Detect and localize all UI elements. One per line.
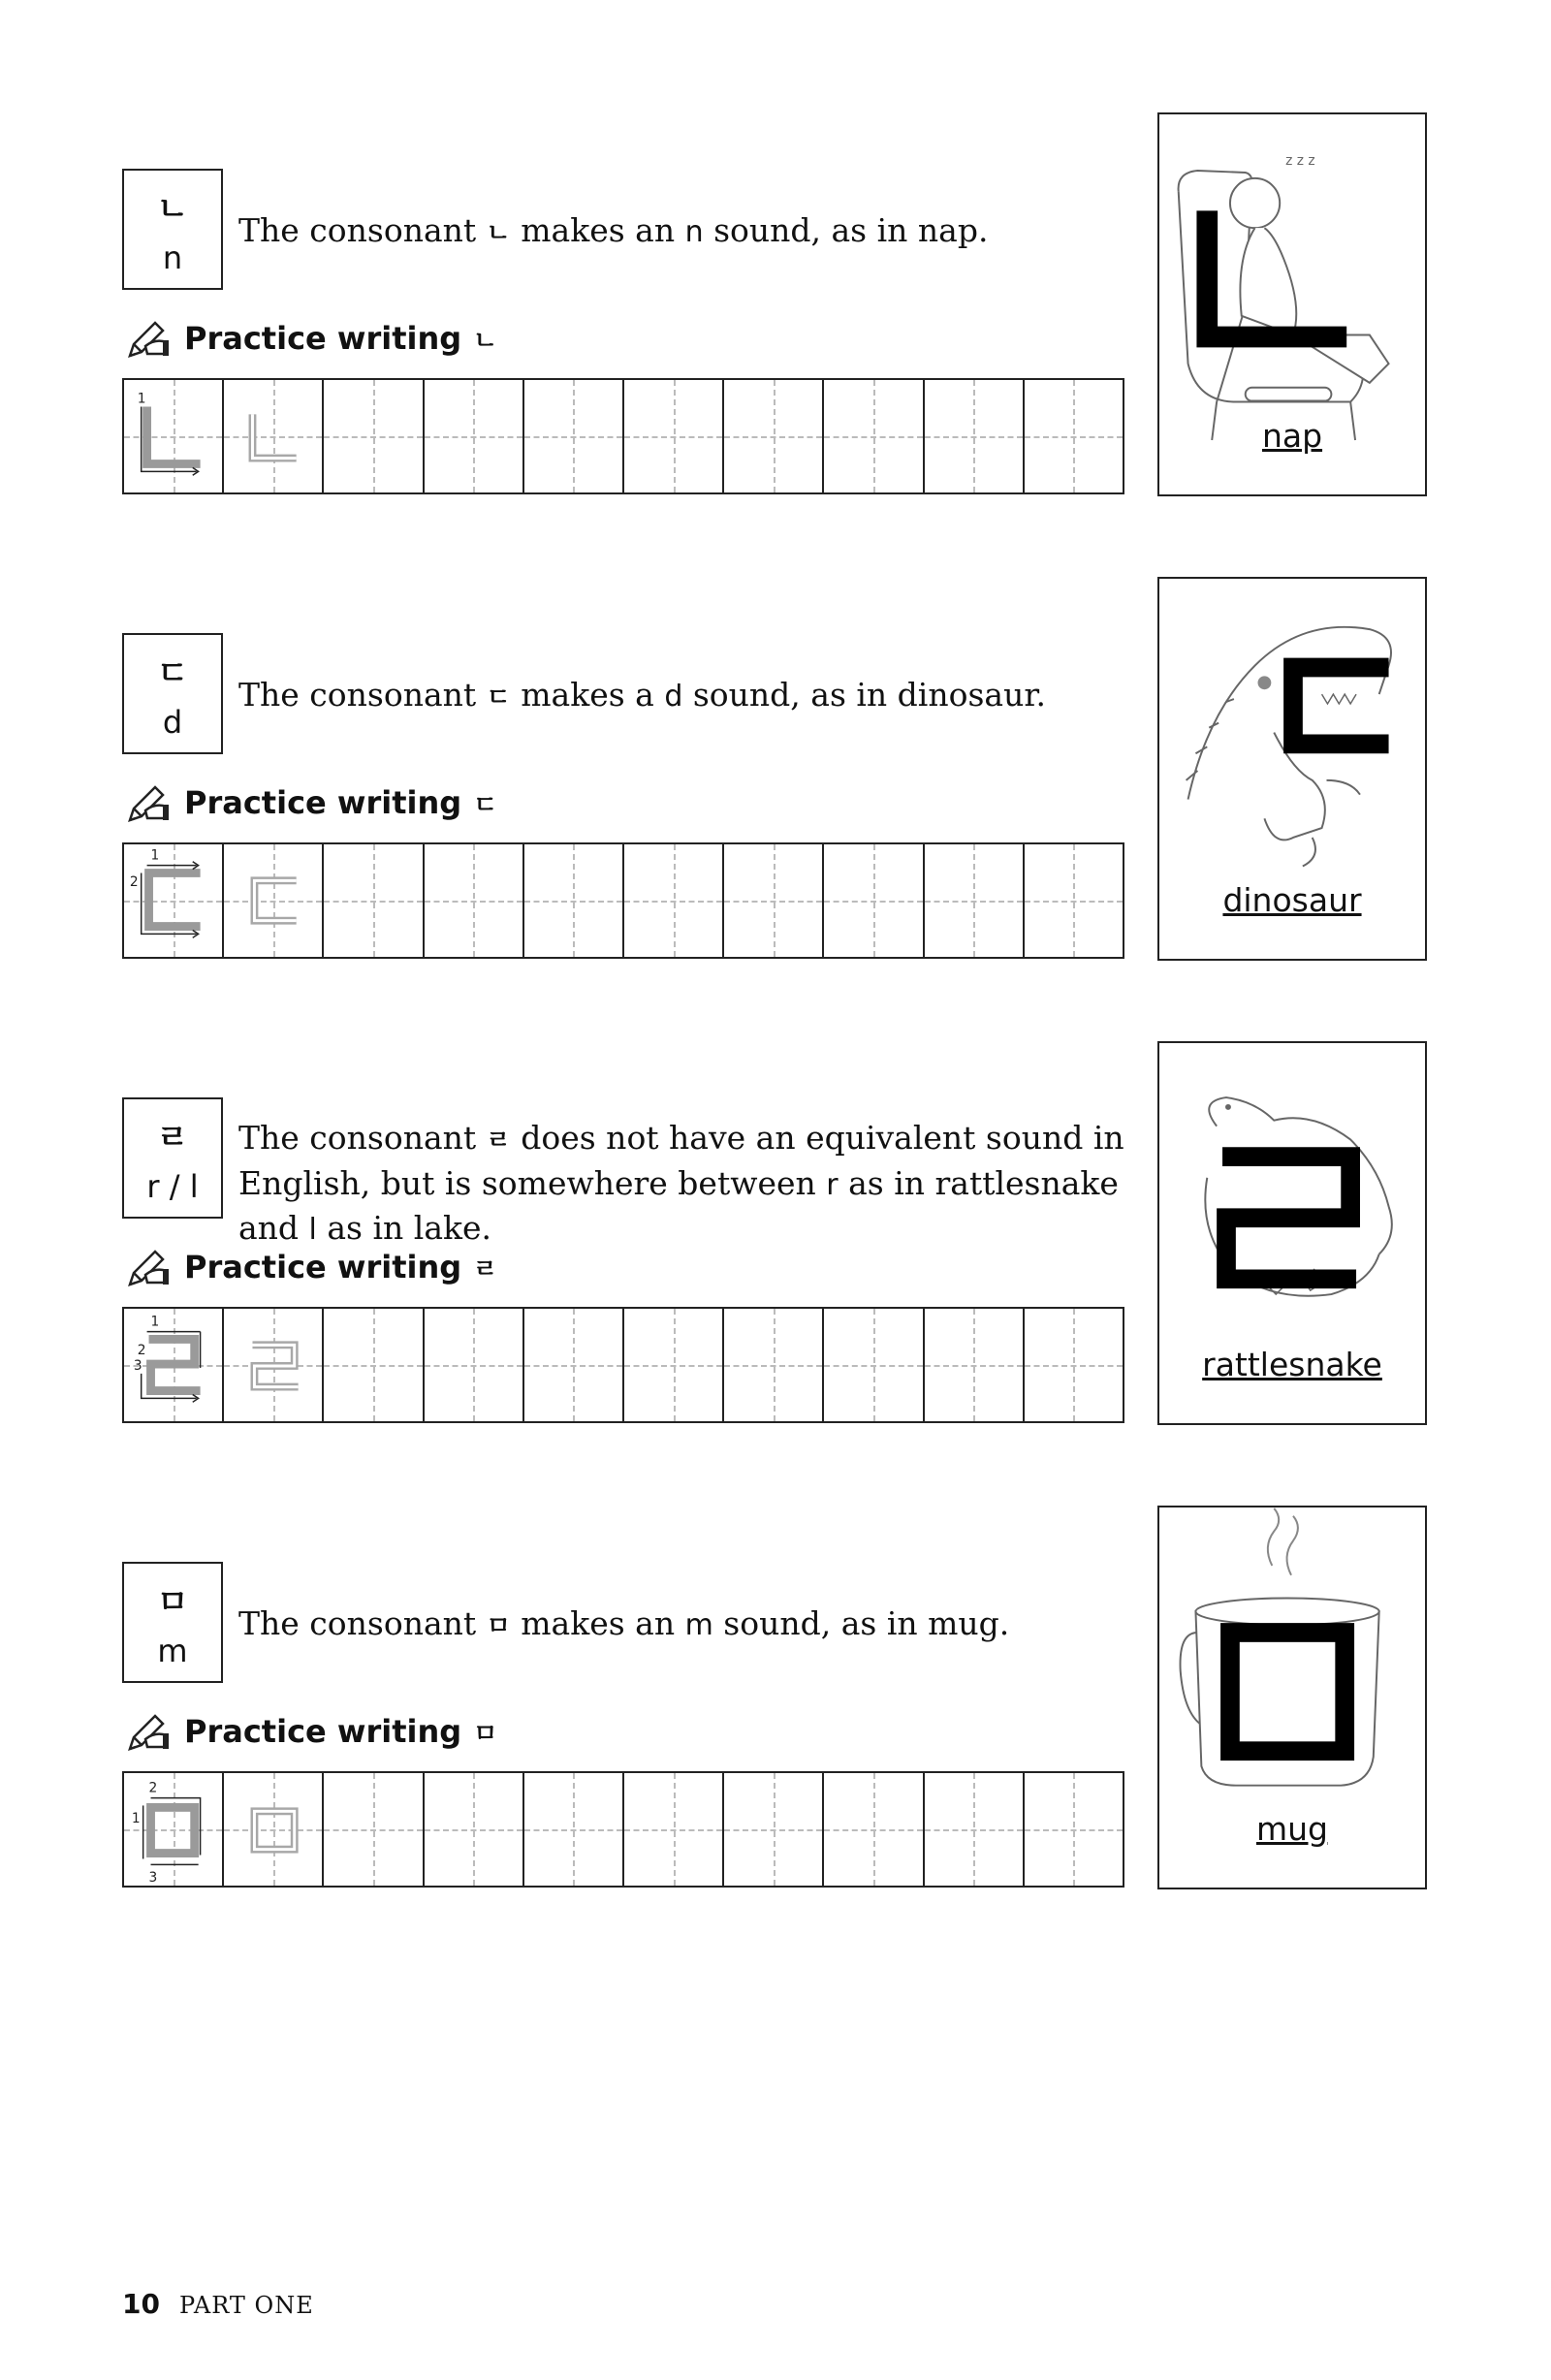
- letter-box: [122, 169, 223, 290]
- writing-cell[interactable]: [324, 1773, 424, 1886]
- writing-cell[interactable]: [925, 1773, 1025, 1886]
- writing-cell[interactable]: [324, 1309, 424, 1421]
- description: The consonant ㄹ does not have an equivalent sound in English, but is somewhere between r as in rattlesnake and l as in lake.: [238, 1119, 1124, 1247]
- hangul-letter: ㅁ: [156, 1583, 189, 1622]
- practice-heading: [126, 1707, 497, 1756]
- description: The consonant ㅁ makes an m sound, as in mug.: [238, 1604, 1010, 1642]
- section-digeut: [0, 633, 1551, 1040]
- card-word: nap: [1261, 417, 1323, 455]
- practice-grid: [122, 842, 1124, 959]
- romanization: r / l: [146, 1168, 199, 1205]
- practice-label: Practice writing: [184, 784, 462, 821]
- practice-grid: [122, 1307, 1124, 1423]
- stroke-number: 1: [150, 847, 160, 864]
- stroke-number: 2: [129, 874, 139, 891]
- trace-cell[interactable]: [224, 1773, 324, 1886]
- picture-card: [1157, 1041, 1427, 1425]
- stroke-number: 3: [148, 1870, 158, 1886]
- stroke-number: 2: [148, 1780, 158, 1796]
- romanization: n: [162, 239, 183, 276]
- writing-cell[interactable]: [824, 1773, 924, 1886]
- guide-cell: [124, 1309, 224, 1421]
- writing-cell[interactable]: [524, 380, 624, 492]
- svg-text:z z z: z z z: [1285, 153, 1315, 170]
- trace-cell[interactable]: [224, 1309, 324, 1421]
- practice-character: ㄹ: [473, 1254, 498, 1285]
- section-nieun: [0, 153, 1551, 576]
- hangul-letter: ㄴ: [156, 190, 189, 229]
- writing-cell[interactable]: [425, 380, 524, 492]
- page-number: 10: [122, 2288, 160, 2320]
- writing-cell[interactable]: [724, 844, 824, 957]
- writing-cell[interactable]: [624, 1773, 724, 1886]
- letter-box: [122, 1097, 223, 1219]
- writing-cell[interactable]: [624, 380, 724, 492]
- writing-cell[interactable]: [1025, 844, 1123, 957]
- section-rieul: [0, 1097, 1551, 1505]
- guide-cell: [124, 844, 224, 957]
- trace-cell[interactable]: [224, 844, 324, 957]
- letter-box: [122, 633, 223, 754]
- writing-cell[interactable]: [324, 844, 424, 957]
- card-word: dinosaur: [1222, 881, 1362, 919]
- practice-heading: [126, 778, 497, 827]
- writing-cell[interactable]: [324, 380, 424, 492]
- writing-cell[interactable]: [824, 1309, 924, 1421]
- writing-cell[interactable]: [624, 1309, 724, 1421]
- writing-cell[interactable]: [925, 844, 1025, 957]
- picture-card: [1157, 1506, 1427, 1889]
- card-word: rattlesnake: [1202, 1346, 1382, 1383]
- writing-cell[interactable]: [824, 380, 924, 492]
- stroke-number: 1: [137, 391, 146, 407]
- guide-cell: [124, 380, 224, 492]
- trace-cell[interactable]: [224, 380, 324, 492]
- writing-cell[interactable]: [425, 1773, 524, 1886]
- description: The consonant ㄷ makes a d sound, as in dinosaur.: [238, 676, 1046, 714]
- card-word: mug: [1255, 1810, 1328, 1848]
- writing-cell[interactable]: [524, 844, 624, 957]
- writing-cell[interactable]: [1025, 1773, 1123, 1886]
- hangul-letter: ㄷ: [156, 654, 189, 693]
- pencil-hand-icon: [126, 317, 171, 360]
- writing-cell[interactable]: [925, 1309, 1025, 1421]
- practice-heading: [126, 314, 497, 363]
- practice-character: ㄷ: [473, 790, 498, 820]
- stroke-number: 2: [137, 1343, 146, 1359]
- section-mieum: [0, 1562, 1551, 1969]
- writing-cell[interactable]: [1025, 1309, 1123, 1421]
- pencil-hand-icon: [126, 1246, 171, 1288]
- pencil-hand-icon: [126, 1710, 171, 1753]
- romanization: d: [162, 704, 183, 741]
- writing-cell[interactable]: [724, 1773, 824, 1886]
- writing-cell[interactable]: [724, 380, 824, 492]
- part-label: PART ONE: [178, 2292, 314, 2319]
- practice-grid: [122, 378, 1124, 494]
- writing-cell[interactable]: [425, 844, 524, 957]
- writing-cell[interactable]: [1025, 380, 1123, 492]
- stroke-number: 1: [131, 1811, 141, 1827]
- practice-character: ㅁ: [473, 1719, 498, 1749]
- letter-box: [122, 1562, 223, 1683]
- picture-card: [1157, 577, 1427, 961]
- stroke-number: 3: [133, 1357, 142, 1374]
- practice-character: ㄴ: [473, 326, 498, 356]
- pencil-hand-icon: [126, 781, 171, 824]
- romanization: m: [157, 1633, 188, 1669]
- practice-label: Practice writing: [184, 1249, 462, 1285]
- writing-cell[interactable]: [925, 380, 1025, 492]
- practice-label: Practice writing: [184, 320, 462, 357]
- writing-cell[interactable]: [824, 844, 924, 957]
- writing-cell[interactable]: [724, 1309, 824, 1421]
- practice-heading: [126, 1243, 497, 1291]
- writing-cell[interactable]: [624, 844, 724, 957]
- stroke-number: 1: [150, 1314, 160, 1330]
- writing-cell[interactable]: [425, 1309, 524, 1421]
- guide-cell: [124, 1773, 224, 1886]
- picture-card: [1157, 112, 1427, 496]
- writing-cell[interactable]: [524, 1773, 624, 1886]
- writing-cell[interactable]: [524, 1309, 624, 1421]
- page-footer: [122, 2288, 314, 2320]
- practice-grid: [122, 1771, 1124, 1888]
- hangul-letter: ㄹ: [156, 1119, 189, 1158]
- description: The consonant ㄴ makes an n sound, as in nap.: [238, 211, 989, 249]
- practice-label: Practice writing: [184, 1713, 462, 1750]
